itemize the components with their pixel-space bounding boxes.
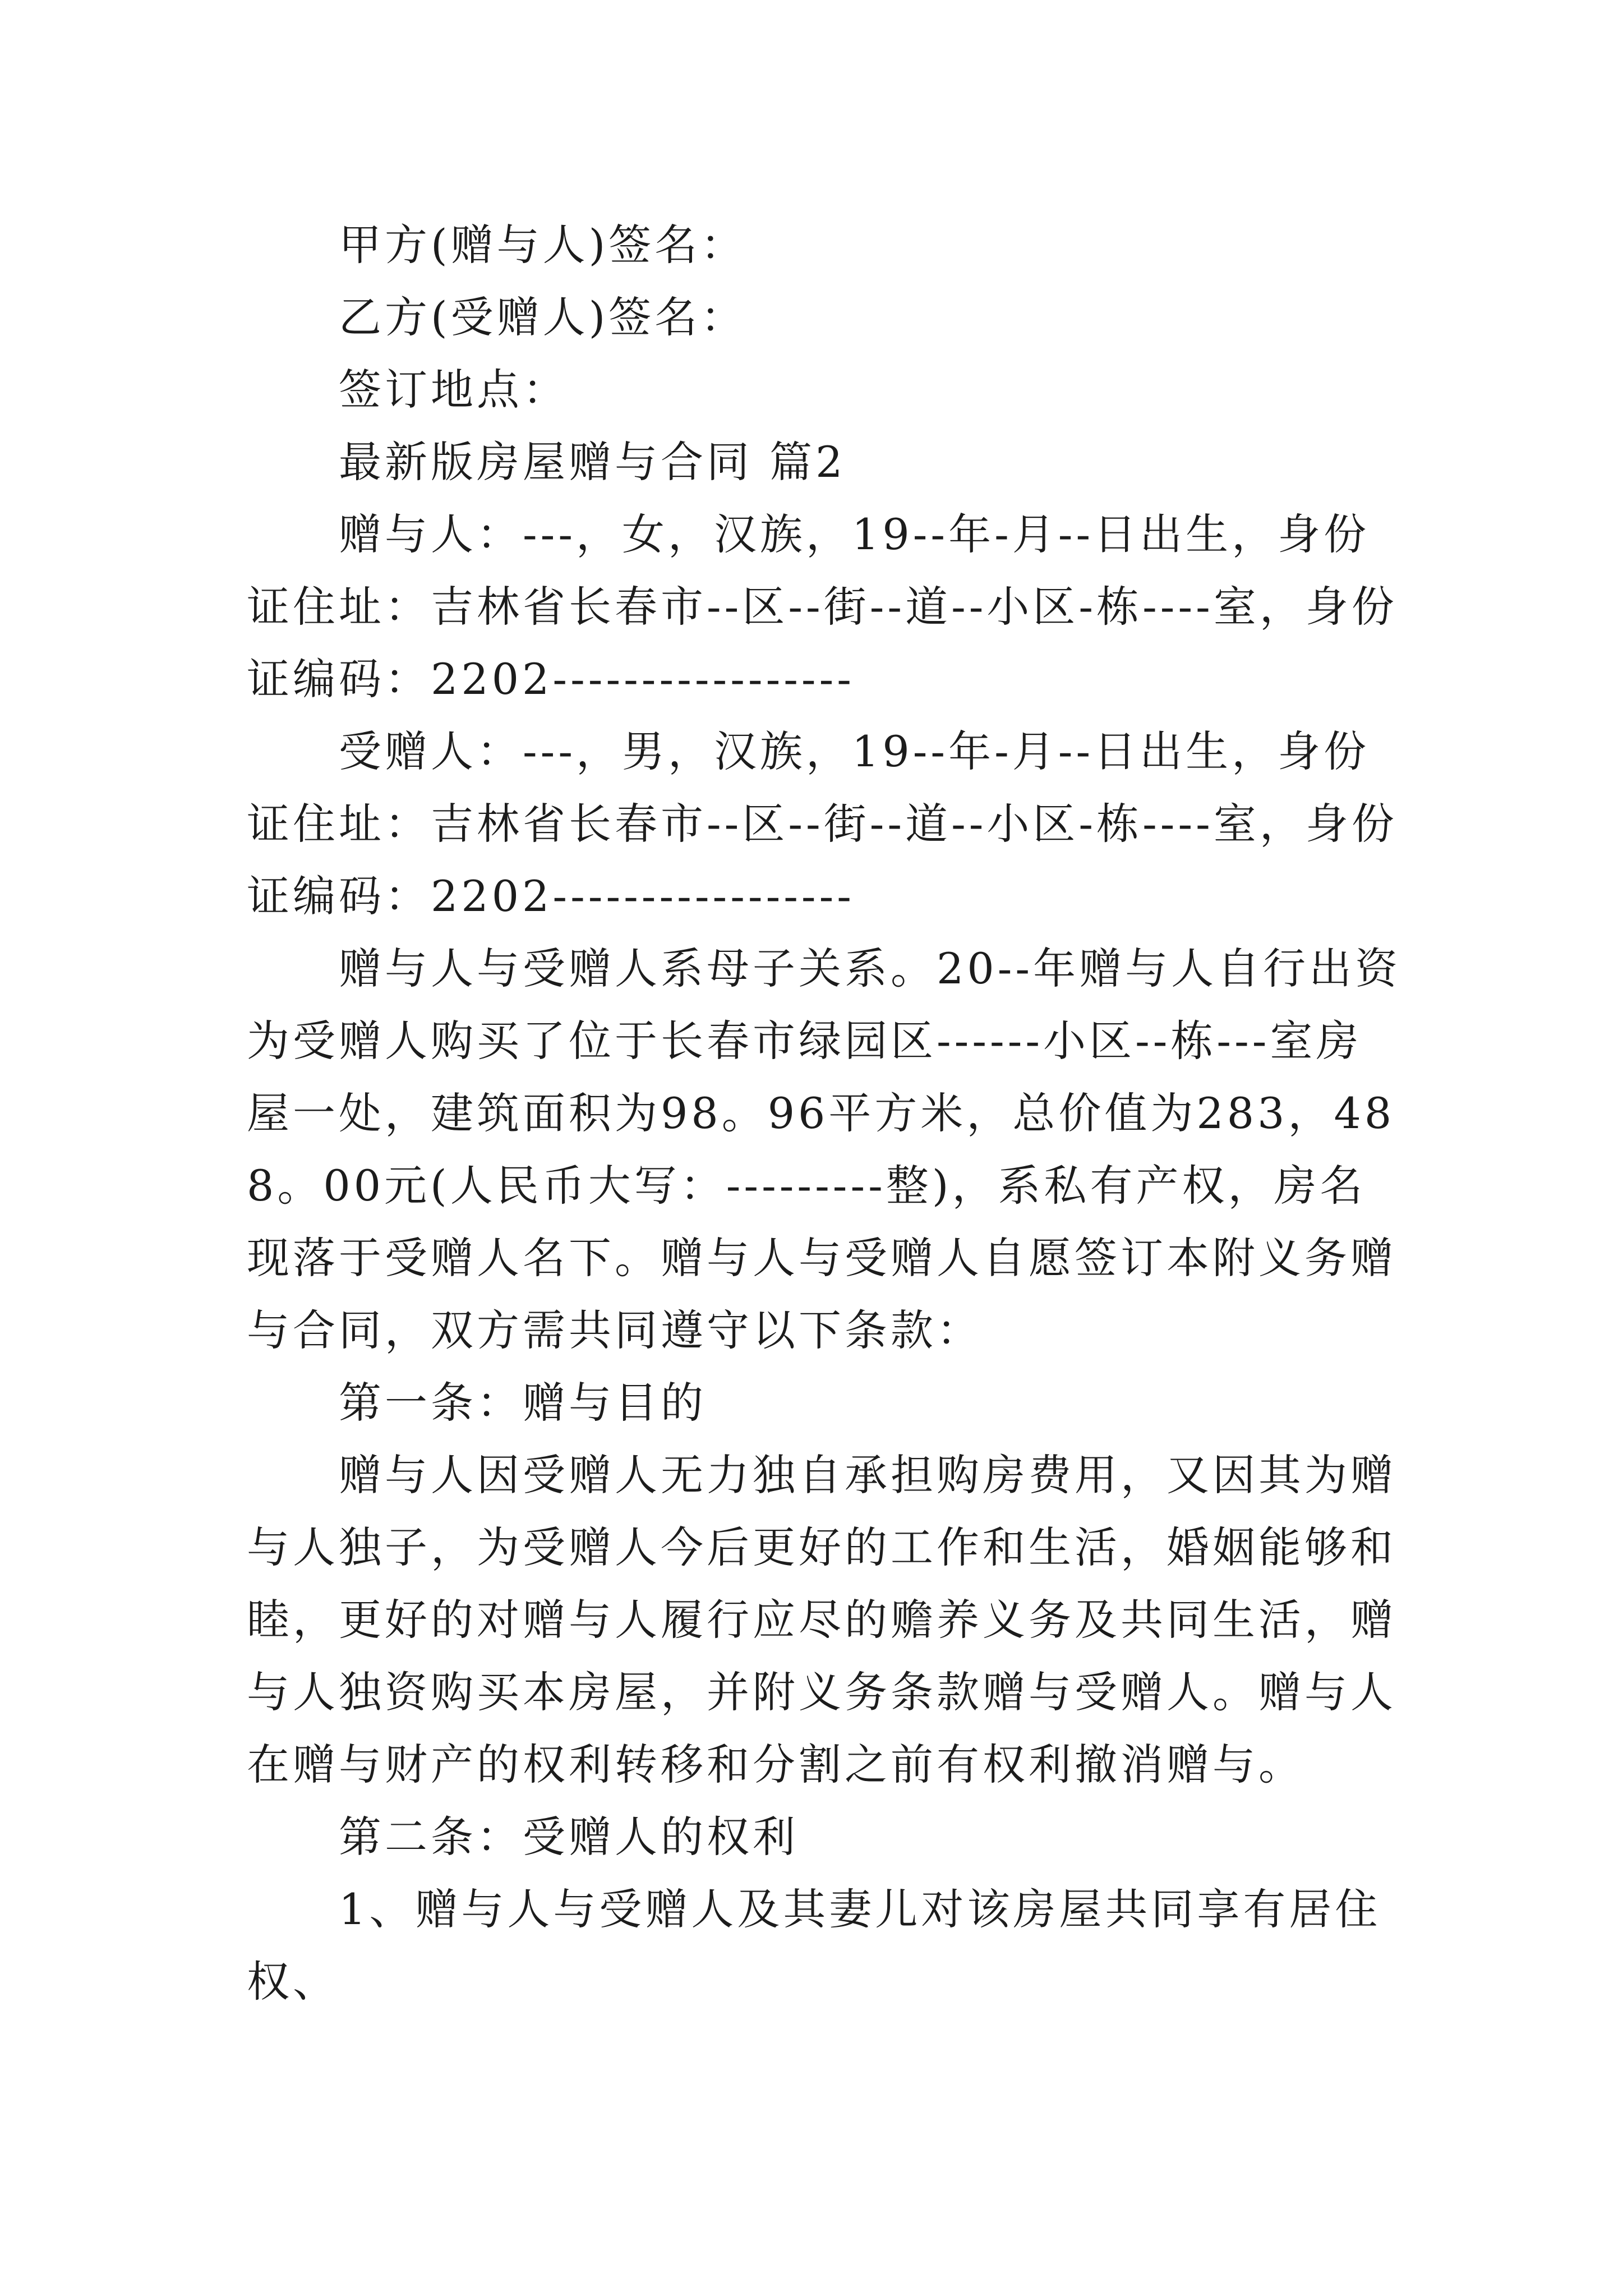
article-one-heading: 第一条：赠与目的 <box>339 1378 707 1428</box>
article-two-heading: 第二条：受赠人的权利 <box>339 1812 799 1862</box>
donor-info-paragraph: 赠与人：---，女，汉族，19--年-月--日出生，身份证住址：吉林省长春市--区--街--道--小区-栋----室，身份证编码：2202----------------- <box>247 509 1398 704</box>
article-one-paragraph: 赠与人因受赠人无力独自承担购房费用，又因其为赠与人独子，为受赠人今后更好的工作和生活，婚姻能够和睦，更好的对赠与人履行应尽的赡养义务及共同生活，赠与人独资购买本房屋，并附义务条款赠与受赠人。赠与人在赠与财产的权利转移和分割之前有权利撤消赠与。 <box>247 1450 1396 1789</box>
donee-signature-line: 乙方(受赠人)签名： <box>339 292 747 342</box>
document-body <box>247 209 1402 2018</box>
relationship-paragraph: 赠与人与受赠人系母子关系。20--年赠与人自行出资为受赠人购买了位于长春市绿园区------小区--栋---室房屋一处，建筑面积为98。96平方米，总价值为283，488。00元(人民币大写：---------整)，系私有产权，房名现落于受赠人名下。赠与人与受赠人自愿签订本附义务赠与合同，双方需共同遵守以下条款： <box>247 944 1401 1355</box>
donor-signature-line: 甲方(赠与人)签名： <box>339 220 747 270</box>
section-heading: 最新版房屋赠与合同 篇2 <box>339 437 846 487</box>
donee-info-paragraph: 受赠人：---，男，汉族，19--年-月--日出生，身份证住址：吉林省长春市--区--街--道--小区-栋----室，身份证编码：2202----------------- <box>247 726 1398 921</box>
signing-place-line: 签订地点： <box>339 365 569 415</box>
article-two-item-1: 1、赠与人与受赠人及其妻儿对该房屋共同享有居住权、 <box>247 1884 1381 2007</box>
